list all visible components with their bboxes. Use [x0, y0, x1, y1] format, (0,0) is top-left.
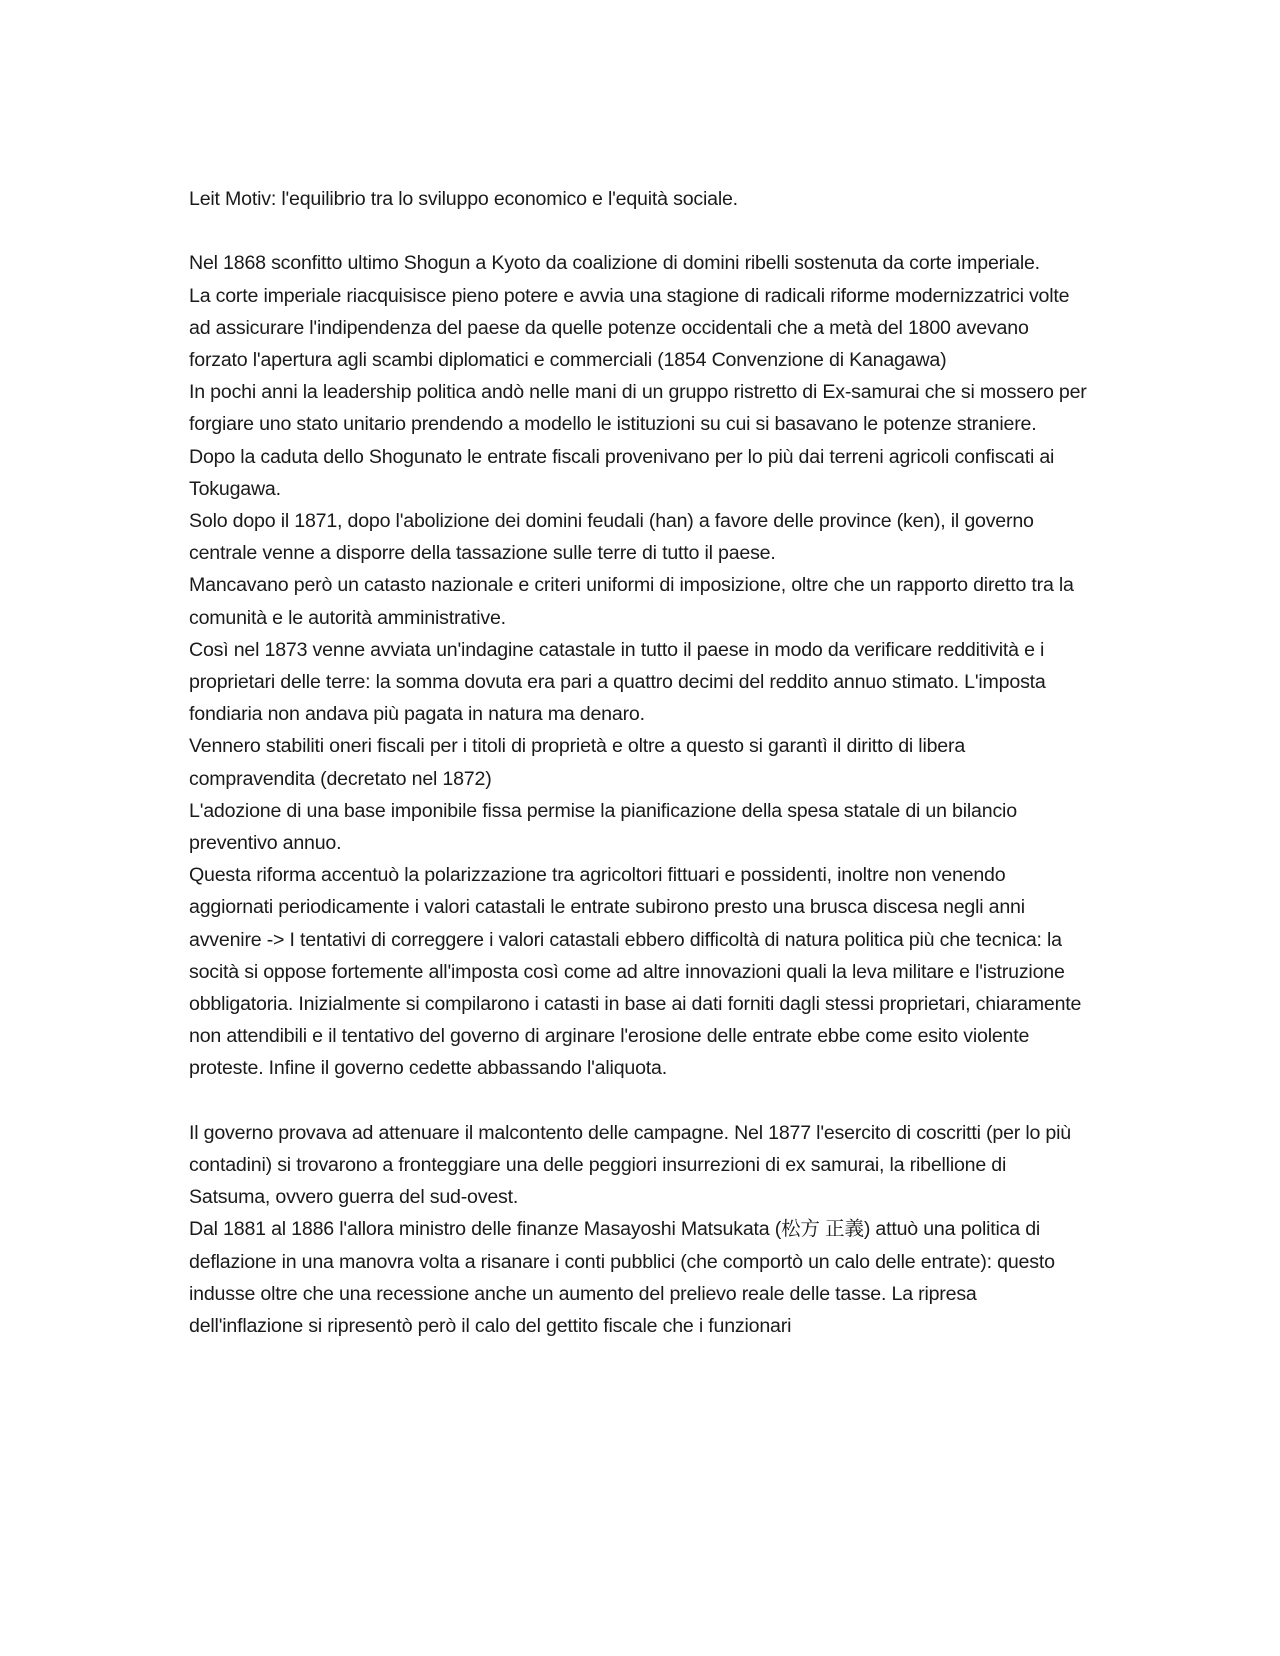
paragraph-catasto: Mancavano però un catasto nazionale e criteri uniformi di imposizione, oltre che un rapporto diretto tra la comunità e le autorità amministrative. — [189, 574, 1074, 629]
paragraph-leit-motiv: Leit Motiv: l'equilibrio tra lo sviluppo economico e l'equità sociale. — [189, 188, 738, 210]
paragraph-corte-imperiale: La corte imperiale riacquisisce pieno potere e avvia una stagione di radicali riforme modernizzatrici volte ad assicurare l'indipendenza del paese da quelle potenze occidentali che a metà del 1800 avevano forzato l'apertura agli scambi diplomatici e commerciali (1854 Convenzione di Kanagawa) — [189, 284, 1070, 371]
paragraph-riforma: Questa riforma accentuò la polarizzazione tra agricoltori fittuari e possidenti, inoltre non venendo aggiornati periodicamente i valori catastali le entrate subirono presto una brusca discesa negli anni avvenire -> I tentativi di correggere i valori catastali ebbero difficoltà di natura politica più che tecnica: la socità si oppose fortemente all'imposta così come ad altre innovazioni quali la leva militare e l'istruzione obbligatoria. Inizialmente si compilarono i catasti in base ai dati forniti dagli stessi proprietari, chiaramente non attendibili e il tentativo del governo di arginare l'erosione delle entrate ebbe come esito violente proteste. Infine il governo cedette abbassando l'aliquota. — [189, 864, 1082, 1080]
paragraph-1877: Il governo provava ad attenuare il malcontento delle campagne. Nel 1877 l'esercito di coscritti (per lo più contadini) si trovarono a fronteggiare una delle peggiori insurrezioni di ex samurai, la ribellione di Satsuma, ovvero guerra del sud-ovest. — [189, 1121, 1071, 1209]
paragraph-leadership: In pochi anni la leadership politica andò nelle mani di un gruppo ristretto di Ex-samurai che si mossero per forgiare uno stato unitario prendendo a modello le istituzioni su cui si basavano le potenze straniere. — [189, 381, 1087, 436]
paragraph-shogunato: Dopo la caduta dello Shogunato le entrate fiscali provenivano per lo più dai terreni agricoli confiscati ai Tokugawa. — [189, 445, 1055, 500]
paragraph-base-imponibile: L'adozione di una base imponibile fissa permise la pianificazione della spesa statale di un bilancio preventivo annuo. — [189, 799, 1017, 855]
paragraph-1873: Così nel 1873 venne avviata un'indagine catastale in tutto il paese in modo da verificare redditività e i proprietari delle terre: la somma dovuta era pari a quattro decimi del reddito annuo stimato. L'imposta fondiaria non andava più pagata in natura ma denaro. — [189, 638, 1046, 726]
paragraph-1871: Solo dopo il 1871, dopo l'abolizione dei domini feudali (han) a favore delle province (ken), il governo centrale venne a disporre della tassazione sulle terre di tutto il paese. — [189, 510, 1034, 565]
paragraph-matsukata: Dal 1881 al 1886 l'allora ministro delle finanze Masayoshi Matsukata (松方 正義) attuò una politica di deflazione in una manovra volta a risanare i conti pubblici (che comportò un calo delle entrate): questo indusse oltre che una recessione anche un aumento del prelievo reale delle tasse. La ripresa dell'inflazione si ripresentò però il calo del gettito fiscale che i funzionari — [189, 1218, 1055, 1338]
document-body — [189, 183, 1089, 1342]
blank-line — [189, 1085, 1089, 1117]
paragraph-1868: Nel 1868 sconfitto ultimo Shogun a Kyoto da coalizione di domini ribelli sostenuta da corte imperiale. — [189, 252, 1040, 275]
blank-line — [189, 215, 1089, 247]
paragraph-oneri: Vennero stabiliti oneri fiscali per i titoli di proprietà e oltre a questo si garantì il diritto di libera compravendita (decretato nel 1872) — [189, 735, 966, 790]
